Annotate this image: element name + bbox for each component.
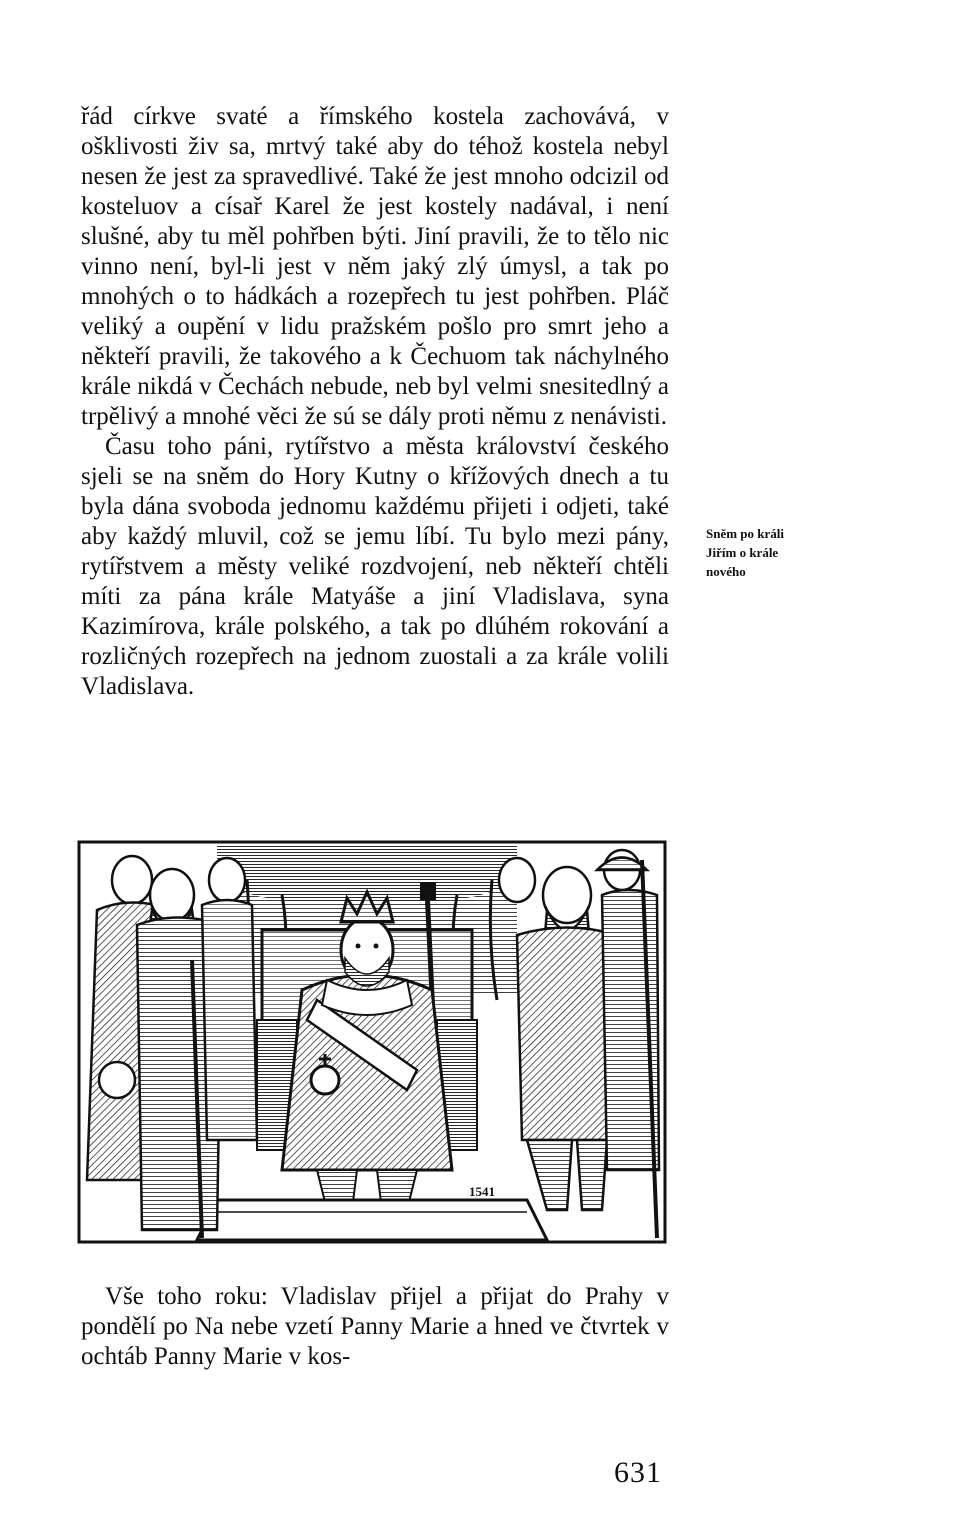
main-text-bottom [81,1282,669,1372]
woodcut-illustration [77,840,667,1246]
paragraph-2: Času toho páni, rytířstvo a města království českého sjeli se na sněm do Hory Kutny o křížových dnech a tu byla dána svoboda jednomu každému přijeti i odjeti, také aby každý mluvil, což se jemu líbí. Tu bylo mezi pány, rytířstvem a městy veliké rozdvojení, neb někteří chtěli míti za pána krále Matyáše a jiní Vladislava, syna Kazimírova, krále polského, a tak po dlúhém rokování a rozličných rozepřech na jednom zuostali a za krále volili Vladislava. [81,433,669,700]
marginal-note-line-2: Jiřím o krále [706,545,779,560]
paragraph-1: řád církve svaté a římského kostela zachovává, v ošklivosti živ sa, mrtvý také aby do téhož kostela nebyl nesen že jest za spravedlivé. Také že jest mnoho odcizil od kosteluov a císař Karel že jest kostely nadával, i není slušné, aby tu měl pohřben býti. Jiní pravili, že to tělo nic vinno není, byl-li jest v něm jaký zlý úmysl, a tak po mnohých o to hádkách a rozepřech tu jest pohřben. Pláč veliký a oupění v lidu pražském pošlo pro smrt jeho a někteří pravili, že takového a k Čechuom tak náchylného krále nikdá v Čechách nebude, neb byl velmi snesitedlný a trpělivý a mnohé věci že sú se dály proti němu z nenávisti. [81,103,669,430]
woodcut-king-enthroned-icon [77,840,667,1246]
marginal-note-line-3: nového [706,564,746,579]
main-text-top [81,102,669,702]
paragraph-3: Vše toho roku: Vladislav přijel a přijat do Prahy v pondělí po Na nebe vzetí Panny Marie a hned ve čtvrtek v ochtáb Panny Marie v kos- [81,1283,669,1370]
woodcut-date-mark: 1541 [469,1184,495,1199]
page-number: 631 [614,1456,662,1489]
marginal-note-line-1: Sněm po králi [706,526,785,541]
marginal-note [706,524,836,581]
